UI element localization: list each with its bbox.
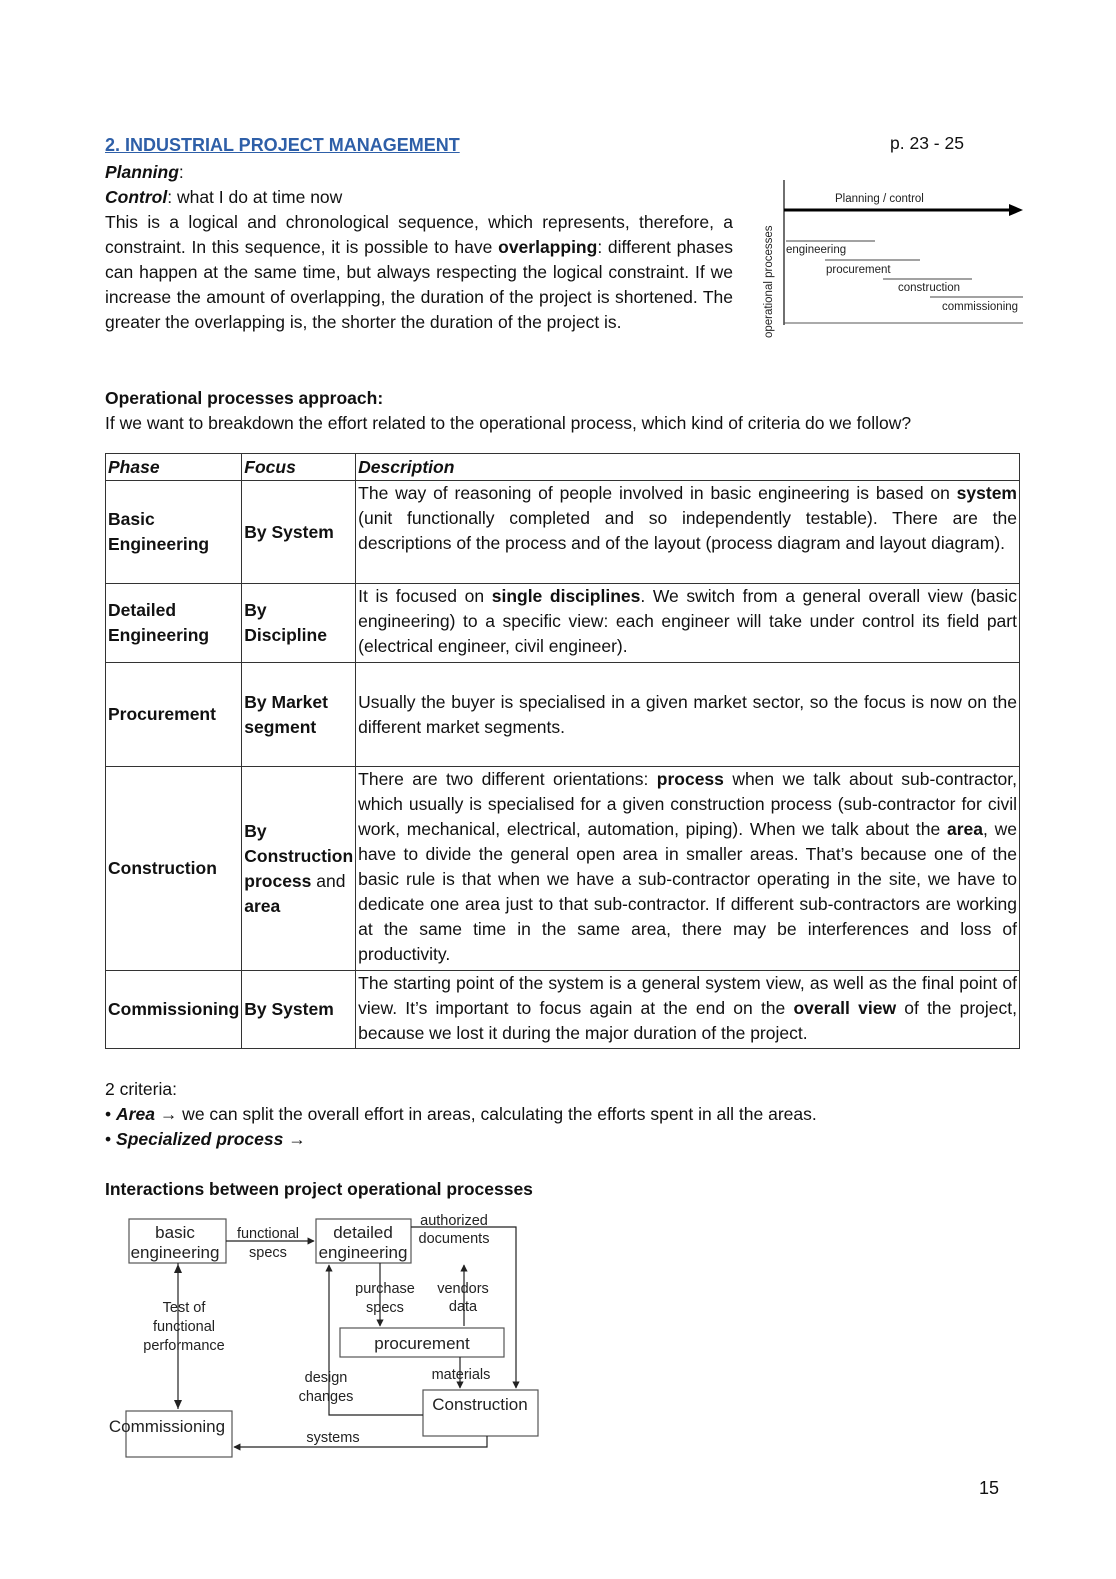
focus-cell: By Discipline	[242, 584, 356, 663]
phase-cell: Commissioning	[106, 971, 242, 1049]
planning-suffix: :	[178, 162, 184, 182]
description-text: . We switch from a general overall view (basic engineering) to a specific view: each engineer will take under control its field part (electrical engineer, civil engineer).	[358, 586, 1017, 656]
basic-engineering-label: basic	[155, 1223, 195, 1242]
page-range: p. 23 - 25	[890, 133, 964, 153]
description-text: of the project, because we lost it during the major duration of the project.	[358, 998, 1017, 1043]
phase-cell: Procurement	[106, 663, 242, 767]
table-row	[106, 663, 1020, 767]
test-label: Test of	[162, 1300, 206, 1316]
criteria-item	[105, 1102, 817, 1127]
control-label: Control	[105, 187, 168, 207]
phase-cell: Basic Engineering	[106, 481, 242, 584]
description-cell	[356, 584, 1020, 663]
phase-cell: Construction	[106, 767, 242, 971]
planning-control-figure	[755, 180, 1035, 345]
arrow-icon: →	[159, 1104, 178, 1124]
functional-specs-label: specs	[249, 1245, 287, 1261]
control-text: : what I do at time now	[167, 187, 343, 207]
arrow-icon: →	[288, 1129, 306, 1149]
test-arrow-head-up	[174, 1264, 182, 1273]
interactions-heading: Interactions between project operational processes	[105, 1179, 533, 1199]
description-text: The way of reasoning of people involved in basic engineering is based on	[358, 483, 957, 503]
description-text: It is focused on	[358, 586, 492, 606]
planning-arrow-head	[1009, 204, 1023, 216]
commissioning-label: commissioning	[942, 301, 1019, 313]
description-text: There are two different orientations:	[358, 769, 657, 789]
construction-label: construction	[898, 282, 961, 294]
focus-connector: and	[311, 870, 346, 891]
engineering-label: engineering	[786, 244, 847, 256]
focus-cell: By System	[242, 481, 356, 584]
page-number: 15	[979, 1478, 1000, 1498]
table-header-row	[106, 454, 1020, 481]
description-cell	[356, 971, 1020, 1049]
test-arrow-head-down	[174, 1400, 182, 1409]
procurement-label: procurement	[826, 264, 891, 276]
detailed-engineering-label: engineering	[318, 1243, 408, 1262]
description-cell: Usually the buyer is specialised in a given market sector, so the focus is now on the different market segments.	[356, 663, 1020, 767]
header-focus: Focus	[242, 454, 356, 481]
table-row	[106, 584, 1020, 663]
test-label: performance	[143, 1338, 225, 1354]
functional-specs-label: functional	[236, 1226, 300, 1242]
authorized-documents-label: authorized	[420, 1213, 488, 1229]
description-bold: overall view	[793, 998, 897, 1018]
bullet: •	[105, 1104, 112, 1124]
description-text: when we talk about sub-contractor, which usually is specialised for a given construction process (sub-contractor for civil work, mechanical, electrical, automation, piping). When we talk about the	[358, 769, 1017, 839]
section-title[interactable]: 2. INDUSTRIAL PROJECT MANAGEMENT	[105, 135, 460, 155]
overlapping-term: overlapping	[498, 237, 598, 257]
criteria-label: Specialized process	[116, 1129, 284, 1149]
figure-y-label: operational processes	[763, 225, 775, 338]
planning-paragraph-a: This is a logical and chronological sequence, which represents, therefore, a constraint. In this sequence, it is possible to have	[105, 212, 733, 257]
design-changes-label: changes	[298, 1389, 354, 1405]
description-text: The starting point of the system is a general system view, as well as the final point of view. It’s important to focus again at the end on the	[358, 973, 1017, 1018]
description-bold: area	[946, 819, 983, 839]
authorized-documents-label: documents	[418, 1231, 490, 1247]
detailed-engineering-label: detailed	[333, 1223, 393, 1242]
planning-label: Planning	[105, 162, 179, 182]
focus-bold: By Construction process	[244, 820, 354, 891]
focus-cell: By Market segment	[242, 663, 356, 767]
procurement-label: procurement	[374, 1334, 470, 1353]
focus-cell	[242, 767, 356, 971]
interactions-diagram	[100, 1210, 550, 1465]
planning-heading	[105, 160, 184, 185]
systems-arrow	[234, 1436, 487, 1447]
systems-label: systems	[306, 1430, 360, 1446]
control-line	[105, 185, 342, 210]
vendors-data-label: vendors	[437, 1281, 489, 1297]
description-bold: single disciplines	[491, 586, 641, 606]
table-row	[106, 481, 1020, 584]
criteria-intro: 2 criteria:	[105, 1079, 177, 1099]
header-phase: Phase	[106, 454, 242, 481]
planning-paragraph-b: : different phases can happen at the same time, but always respecting the logical constraint. If we increase the amount of overlapping, the duration of the project is shortened. The greater the overlapping is, the shorter the duration of the project is.	[105, 237, 734, 332]
criteria-item	[105, 1127, 306, 1152]
test-label: functional	[152, 1319, 216, 1335]
description-bold: system	[956, 483, 1017, 503]
header-description: Description	[356, 454, 1020, 481]
criteria-label: Area	[116, 1104, 155, 1124]
commissioning-label: Commissioning	[108, 1417, 226, 1436]
phases-table	[105, 453, 1020, 1049]
criteria-text: we can split the overall effort in areas, calculating the efforts spent in all the areas.	[177, 1104, 817, 1124]
figure-title: Planning / control	[835, 193, 924, 205]
basic-engineering-label: engineering	[130, 1243, 220, 1262]
description-cell	[356, 481, 1020, 584]
focus-bold: area	[244, 895, 281, 916]
operational-question: If we want to breakdown the effort related to the operational process, which kind of criteria do we follow?	[105, 413, 912, 433]
description-bold: process	[656, 769, 724, 789]
materials-label: materials	[431, 1367, 491, 1383]
table-row	[106, 971, 1020, 1049]
operational-heading: Operational processes approach:	[105, 388, 384, 408]
focus-cell: By System	[242, 971, 356, 1049]
design-changes-label: design	[304, 1370, 348, 1386]
purchase-specs-label: purchase	[355, 1281, 415, 1297]
vendors-data-label: data	[448, 1299, 478, 1315]
table-row	[106, 767, 1020, 971]
bullet: •	[105, 1129, 112, 1149]
purchase-specs-label: specs	[366, 1300, 404, 1316]
description-text: , we have to divide the general open area in smaller areas. That’s because one of the basic rule is that when we have a sub-contractor operating in the site, we have to dedicate one area just to that sub-contractor. If different sub-contractors are working at the same time in the same area, there may be interferences and loss of productivity.	[358, 819, 1017, 964]
description-text: (unit functionally completed and so independently testable). There are the descriptions of the process and of the layout (process diagram and layout diagram).	[358, 508, 1017, 553]
planning-paragraph	[105, 210, 733, 335]
phase-cell: Detailed Engineering	[106, 584, 242, 663]
description-cell	[356, 767, 1020, 971]
construction-label: Construction	[432, 1395, 528, 1414]
